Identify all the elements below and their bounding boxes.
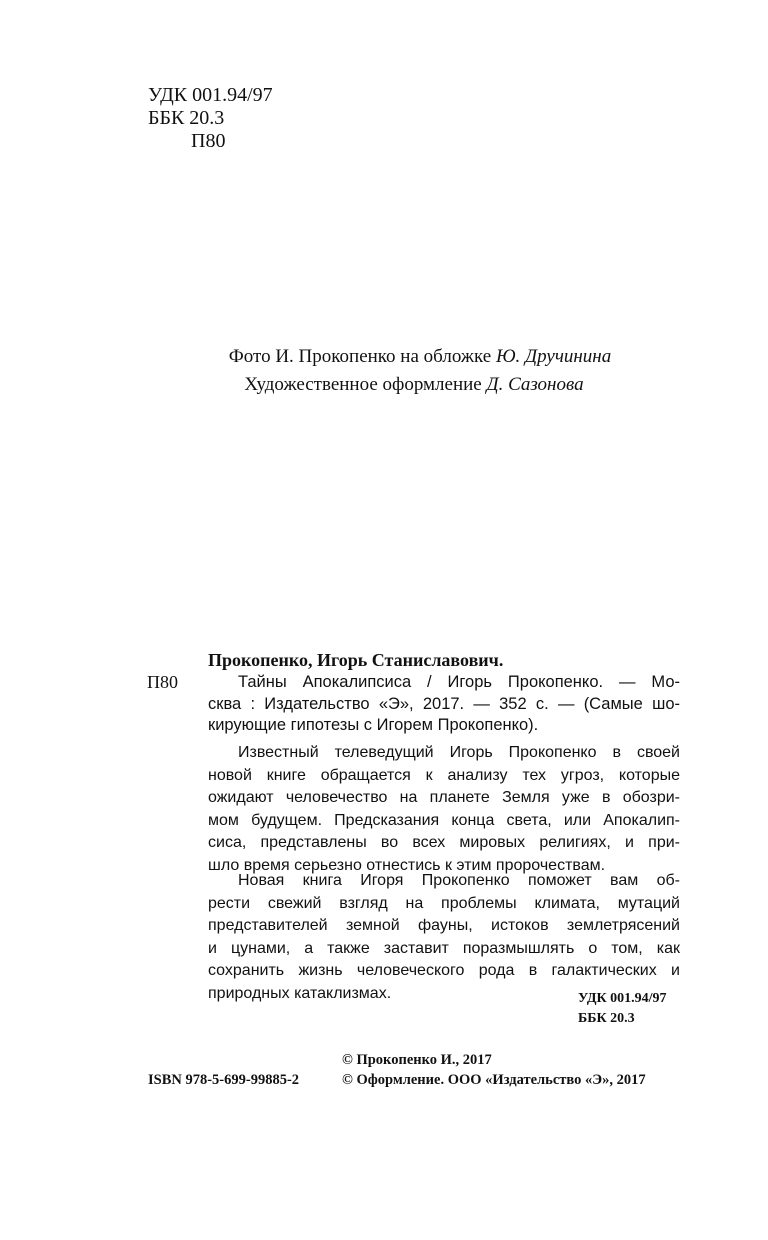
annotation-line: шло время серьезно отнестись к этим пророчествам. xyxy=(208,856,606,874)
credits-block xyxy=(0,343,768,399)
udk-code: УДК 001.94/97 xyxy=(148,84,273,106)
annotation-line: рести свежий взгляд на проблемы климата, мутаций xyxy=(208,894,680,912)
annotation-line: Новая книга Игоря Прокопенко поможет вам об- xyxy=(238,872,680,889)
classification-block-top xyxy=(148,84,273,153)
bibliographic-line: Тайны Апокалипсиса / Игорь Прокопенко. — Мо- xyxy=(238,673,680,691)
author-sign-code: П80 xyxy=(191,130,226,152)
bbk-code-bottom: ББК 20.3 xyxy=(578,1011,635,1026)
annotation-line: природных катаклизмах. xyxy=(208,984,392,1002)
design-credit-label: Художественное оформление xyxy=(244,374,487,395)
classification-block-bottom xyxy=(578,989,667,1029)
bbk-code: ББК 20.3 xyxy=(148,107,225,129)
photo-credit xyxy=(0,343,768,371)
photo-credit-label: Фото И. Прокопенко на обложке xyxy=(228,346,496,367)
catalog-author-heading: Прокопенко, Игорь Станиславович. xyxy=(208,650,504,670)
annotation-line: новой книге обращается к анализу тех угроз, которые xyxy=(208,766,680,784)
photo-credit-name: Ю. Дручинина xyxy=(495,346,612,367)
bibliographic-description xyxy=(208,672,680,737)
annotation-line: сохранить жизнь человеческого рода в галактических и xyxy=(208,962,680,980)
annotation-line: Известный телеведущий Игорь Прокопенко в своей xyxy=(238,744,680,761)
annotation-line: сиса, представлены во всех мировых религиях, и при- xyxy=(208,834,680,852)
annotation-line: представителей земной фауны, истоков землетрясений xyxy=(208,917,680,935)
design-credit-name: Д. Сазонова xyxy=(486,374,584,395)
copyright-design: © Оформление. ООО «Издательство «Э», 2017 xyxy=(342,1072,646,1088)
annotation-line: мом будущем. Предсказания конца света, или Апокалип- xyxy=(208,811,680,829)
bibliographic-line: кирующие гипотезы с Игорем Прокопенко). xyxy=(208,716,539,734)
design-credit xyxy=(0,371,768,399)
annotation-paragraph-1 xyxy=(208,742,680,878)
annotation-line: и цунами, а также заставит поразмышлять о том, как xyxy=(208,939,680,957)
udk-code-bottom: УДК 001.94/97 xyxy=(578,991,667,1006)
isbn-number: ISBN 978-5-699-99885-2 xyxy=(148,1072,300,1088)
annotation-paragraph-2 xyxy=(208,870,680,1006)
bibliographic-line: сква : Издательство «Э», 2017. — 352 с. — (Самые шо- xyxy=(208,694,680,713)
copyright-author: © Прокопенко И., 2017 xyxy=(342,1052,492,1068)
annotation-line: ожидают человечество на планете Земля уже в обозри- xyxy=(208,789,680,807)
catalog-author-sign: П80 xyxy=(147,672,178,692)
